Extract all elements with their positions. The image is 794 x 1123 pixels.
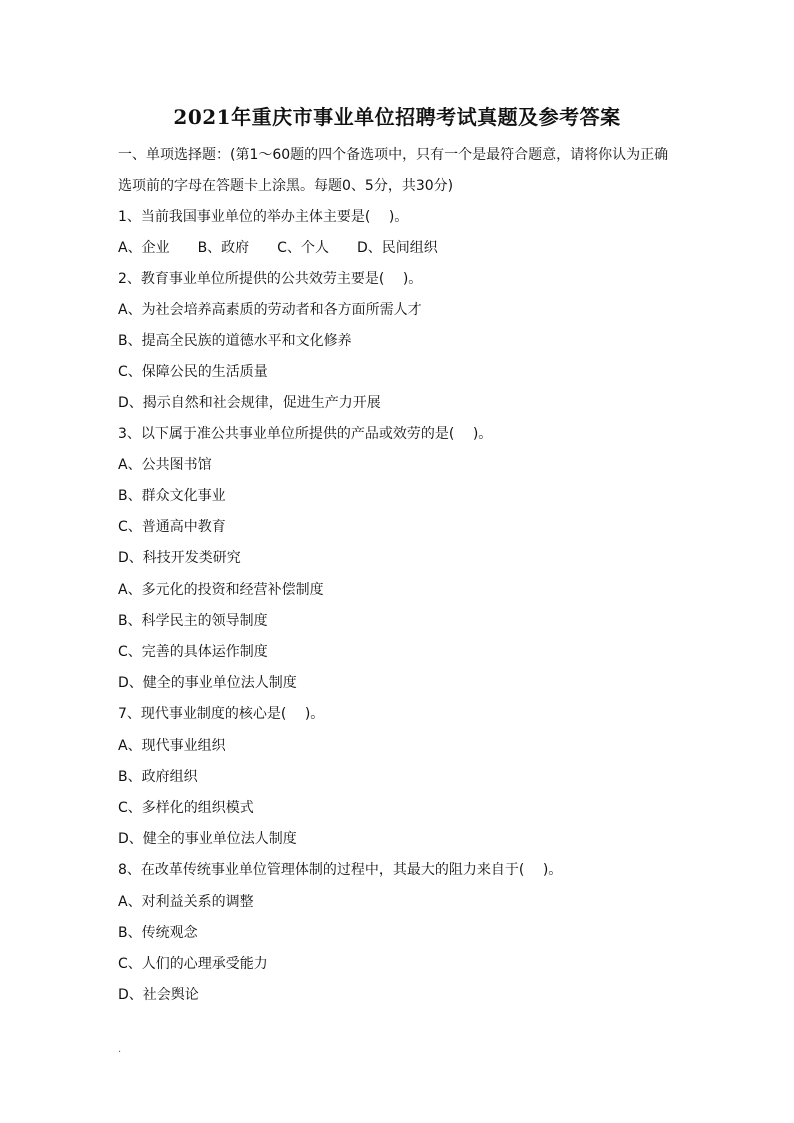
question-2-option-d: D、揭示自然和社会规律，促进生产力开展 (118, 395, 381, 411)
question-2: 2、教育事业单位所提供的公共效劳主要是( )。 (118, 271, 423, 287)
document-title: 2021年重庆市事业单位招聘考试真题及参考答案 (173, 105, 621, 129)
question-6-option-b: B、科学民主的领导制度 (118, 613, 268, 629)
question-8-option-d: D、社会舆论 (118, 987, 199, 1003)
question-3-option-c: C、普通高中教育 (118, 519, 226, 535)
question-2-option-b: B、提高全民族的道德水平和文化修养 (118, 333, 352, 349)
question-6-option-a: A、多元化的投资和经营补偿制度 (118, 582, 324, 598)
question-1: 1、当前我国事业单位的举办主体主要是( )。 (118, 209, 409, 225)
section-heading-line-2: 选项前的字母在答题卡上涂黑。每题0、5分，共30分) (118, 178, 454, 194)
question-3: 3、以下属于准公共事业单位所提供的产品或效劳的是( )。 (118, 426, 493, 442)
question-7: 7、现代事业制度的核心是( )。 (118, 706, 325, 722)
question-7-option-a: A、现代事业组织 (118, 738, 226, 754)
question-6-option-d: D、健全的事业单位法人制度 (118, 675, 297, 691)
question-8: 8、在改革传统事业单位管理体制的过程中，其最大的阻力来自于( )。 (118, 862, 563, 878)
question-3-option-d: D、科技开发类研究 (118, 550, 241, 566)
question-3-option-a: A、公共图书馆 (118, 457, 212, 473)
question-3-option-b: B、群众文化事业 (118, 488, 226, 504)
question-2-option-a: A、为社会培养高素质的劳动者和各方面所需人才 (118, 302, 422, 318)
question-7-option-d: D、健全的事业单位法人制度 (118, 831, 297, 847)
question-7-option-c: C、多样化的组织模式 (118, 800, 254, 816)
question-1-options: A、企业 B、政府 C、个人 D、民间组织 (118, 240, 438, 256)
section-heading-line-1: 一、单项选择题：(第1～60题的四个备选项中，只有一个是最符合题意，请将你认为正确 (118, 147, 669, 163)
question-8-option-a: A、对利益关系的调整 (118, 894, 254, 910)
question-7-option-b: B、政府组织 (118, 769, 198, 785)
question-2-option-c: C、保障公民的生活质量 (118, 364, 268, 380)
question-8-option-c: C、人们的心理承受能力 (118, 956, 268, 972)
question-8-option-b: B、传统观念 (118, 925, 198, 941)
question-6-option-c: C、完善的具体运作制度 (118, 644, 268, 660)
footer-mark: . (118, 1044, 122, 1055)
